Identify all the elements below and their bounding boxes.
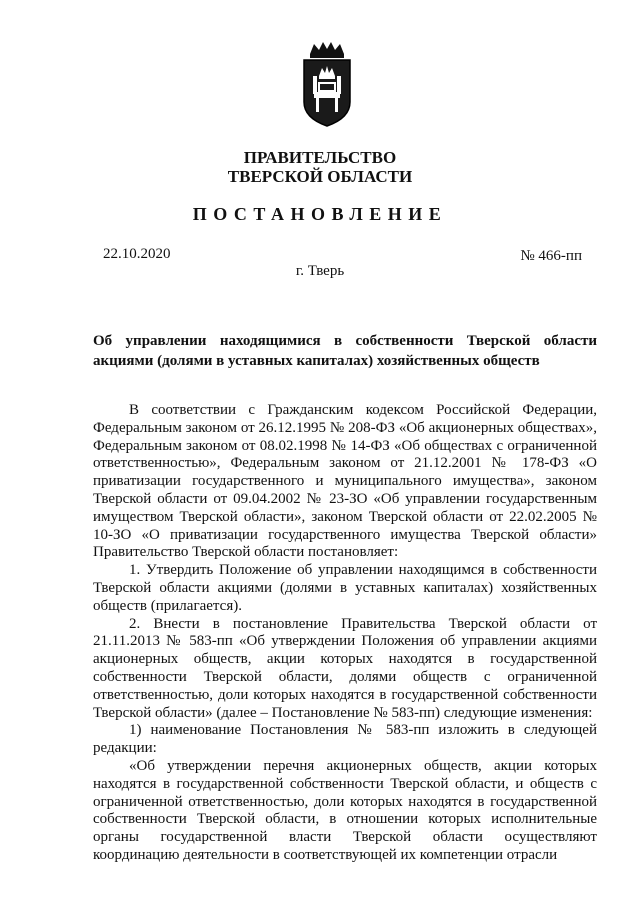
document-body	[93, 402, 597, 865]
document-number: № 466-пп	[520, 248, 582, 264]
body-paragraph-subitem-1: 1) наименование Постановления № 583-пп изложить в следующей редакции:	[93, 722, 597, 757]
document-title-line-2: акциями (долями в уставных капиталах) хозяйственных обществ	[93, 353, 540, 369]
coat-of-arms-emblem	[296, 40, 358, 128]
document-title	[93, 331, 597, 371]
tver-coat-of-arms-icon	[296, 40, 358, 128]
org-name-line-1: ПРАВИТЕЛЬСТВО	[243, 148, 397, 167]
body-paragraph-preamble: В соответствии с Гражданским кодексом Российской Федерации, Федеральным законом от 26.12.1995 № 208-ФЗ «Об акционерных обществах», Федеральным законом от 08.02.1998 № 14-ФЗ «Об обществах с ограниченной ответственностью», Федеральным законом от 21.12.2001 № 178-ФЗ «О приватизации государственного и муниципального имущества», законом Тверской области от 09.04.2002 № 23-ЗО «Об управлении государственным имуществом Тверской области», законом Тверской области от 22.02.2005 № 10-ЗО «О приватизации государственного имущества Тверской области» Правительство Тверской области постановляет:	[93, 402, 597, 561]
document-date: 22.10.2020	[103, 246, 171, 262]
document-type: ПОСТАНОВЛЕНИЕ	[192, 204, 448, 224]
org-name-line-2: ТВЕРСКОЙ ОБЛАСТИ	[227, 167, 413, 186]
document-title-line-1: Об управлении находящимися в собственности Тверской области	[93, 333, 597, 349]
body-paragraph-item-2: 2. Внести в постановление Правительства Тверской области от 21.11.2013 № 583-пп «Об утверждении Положения об управлении акциями акционерных обществ, акции которых находятся в государственной собственности Тверской области, долями обществ с ограниченной ответственностью, доли которых находятся в государственной собственности Тверской области» (далее – Постановление № 583-пп) следующие изменения:	[93, 615, 597, 721]
body-paragraph-quote: «Об утверждении перечня акционерных обществ, акции которых находятся в государственной собственности Тверской области, и обществ с ограниченной ответственностью, доли которых находятся в государственной собственности Тверской области, в отношении которых исполнительные органы государственной власти Тверской области осуществляют координацию деятельности в соответствующей их компетенции отрасли	[93, 757, 597, 863]
body-paragraph-item-1: 1. Утвердить Положение об управлении находящимся в собственности Тверской области акциями (долями в уставных капиталах) хозяйственных обществ (прилагается).	[93, 562, 597, 614]
document-city: г. Тверь	[295, 263, 345, 279]
